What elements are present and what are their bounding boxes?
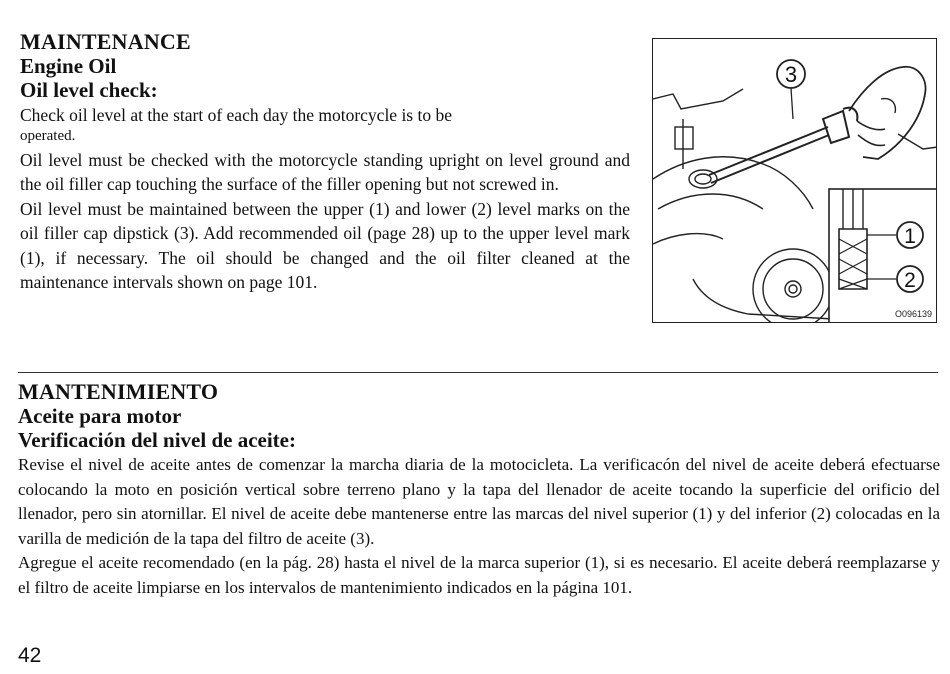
callout-1: 1 bbox=[904, 225, 916, 248]
callout-3: 3 bbox=[784, 62, 798, 87]
spanish-section-heading: Verificación del nivel de aceite: bbox=[18, 428, 296, 452]
english-title: MAINTENANCE bbox=[20, 29, 191, 54]
oil-dipstick-illustration bbox=[652, 38, 937, 323]
figure-code: O096139 bbox=[894, 309, 932, 319]
english-subtitle: Engine Oil bbox=[20, 54, 117, 78]
spanish-paragraph-1: Revise el nivel de aceite antes de comenzar la marcha diaria de la motocicleta. La verificacón del nivel de aceite deberá efectuarse colocando la moto en posición vertical sobre terreno plano y la tapa del llenador de aceite tocando la superficie del orificio del llenador, pero sin atornillar. El nivel de aceite debe mantenerse entre las marcas del nivel superior (1) y del inferior (2) colocadas en la varilla de medición de la tapa del filtro de aceite (3). bbox=[18, 455, 940, 548]
english-section bbox=[20, 30, 630, 295]
spanish-section bbox=[18, 380, 940, 600]
spanish-paragraph-2: Agregue el aceite recomendado (en la pág. 28) hasta el nivel de la marca superior (1), si es necesario. El aceite deberá reemplazarse y el filtro de aceite limpiarse en los intervalos de mantenimiento indicados en la página 101. bbox=[18, 553, 940, 597]
english-paragraph-1-cont: operated. bbox=[20, 127, 76, 144]
english-section-heading: Oil level check: bbox=[20, 78, 158, 102]
english-paragraph-3: Oil level must be maintained between the upper (1) and lower (2) level marks on the oil filler cap dipstick (3). Add recommended oil (page 28) up to the upper level mark (1), if necessary. The oil should be changed and the oil filter cleaned at the maintenance intervals shown on page 101. bbox=[20, 198, 630, 292]
spanish-title: MANTENIMIENTO bbox=[18, 379, 219, 404]
callout-2: 2 bbox=[904, 269, 916, 292]
engine-illustration bbox=[653, 39, 937, 323]
spanish-subtitle: Aceite para motor bbox=[18, 404, 182, 428]
english-paragraph-1: Check oil level at the start of each day the motorcycle is to be bbox=[20, 105, 452, 125]
page-number: 42 bbox=[18, 644, 42, 667]
section-divider bbox=[18, 372, 938, 373]
english-paragraph-2: Oil level must be checked with the motorcycle standing upright on level ground and the oil filler cap touching the surface of the filler opening but not screwed in. bbox=[20, 149, 630, 194]
